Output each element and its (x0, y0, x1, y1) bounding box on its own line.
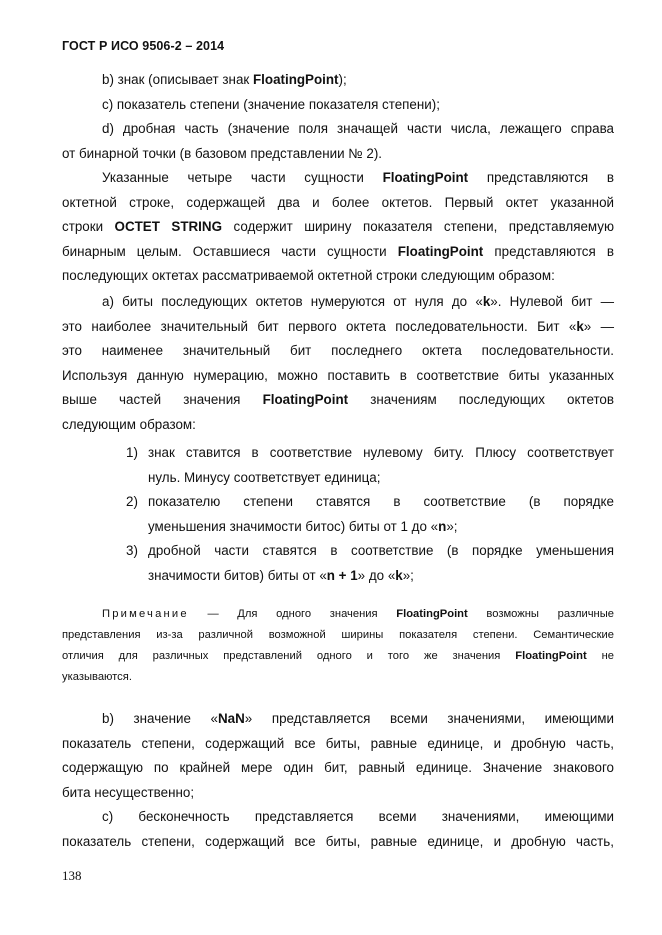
item-a-line5: выше частей значения FloatingPoint значениям последующих октетов (62, 392, 614, 407)
sublist-item-exponent: 2) показателю степени ставятся в соответствие (в порядке уменьшения значимости битос) биты от 1 до «n»; (126, 494, 614, 534)
item-b2-line3: содержащую по крайней мере один бит, равный единице. Значение знакового (62, 760, 614, 775)
note-line4: указываются. (62, 671, 132, 683)
note-label: Примечание (102, 608, 189, 620)
item-b2-line4: бита несущественно; (62, 784, 195, 800)
sublist-item-fraction: 3) дробной части ставятся в соответствие (в порядке уменьшения значимости битов) биты от «n + 1» до «k»; (126, 543, 614, 583)
item-a-line6: следующим образом: (62, 416, 196, 432)
document-header: ГОСТ Р ИСО 9506-2 – 2014 (62, 39, 225, 53)
note-line3: отличия для различных представлений одного и того же значения FloatingPoint не (62, 650, 614, 662)
note-line2: представления из-за различной возможной ширины показателя степени. Семантические (62, 629, 614, 641)
item-b2-line1: b) значение «NaN» представляется всеми значениями, имеющими (102, 711, 614, 726)
item-b-sign: b) знак (описывает знак FloatingPoint); (102, 72, 347, 87)
note-line1: Примечание — Для одного значения FloatingPoint возможны различные (102, 608, 615, 620)
item-d-fraction-line2: от бинарной точки (в базовом представлении № 2). (62, 145, 383, 161)
item-c2-line1: c) бесконечность представляется всеми значениями, имеющими (102, 809, 614, 824)
item-c-exponent: c) показатель степени (значение показателя степени); (102, 96, 440, 112)
item-c2-line2: показатель степени, содержащий все биты, равные единице, и дробную часть, (62, 833, 614, 849)
para1-line1: Указанные четыре части сущности FloatingPoint представляются в (102, 170, 614, 185)
note-block (62, 604, 614, 688)
numbered-sublist (102, 441, 614, 588)
item-b2-line2: показатель степени, содержащий все биты, равные единице, и дробную часть, (62, 735, 614, 751)
item-a-bit-numbering (62, 290, 614, 437)
sublist-item-sign: 1) знак ставится в соответствие нулевому биту. Плюсу соответствует нуль. Минусу соответствует единица; (126, 445, 614, 485)
item-c-infinity (62, 805, 614, 854)
item-d-fraction-line1: d) дробная часть (значение поля значащей части числа, лежащего справа (102, 121, 614, 136)
item-a-line1: a) биты последующих октетов нумеруются от нуля до «k». Нулевой бит — (102, 294, 614, 309)
para1-line5: последующих октетах рассматриваемой октетной строки следующим образом: (62, 268, 555, 283)
page-number: 138 (62, 868, 82, 883)
paragraph-floatingpoint-parts (62, 166, 614, 289)
item-a-line2: это наиболее значительный бит первого октета последовательности. Бит «k» — (62, 318, 614, 334)
item-b-nan (62, 707, 614, 805)
item-a-line4: Используя данную нумерацию, можно поставить в соответствие биты указанных (62, 367, 614, 383)
item-a-line3: это наименее значительный бит последнего октета последовательности. (62, 343, 614, 358)
items-bcd (62, 68, 614, 166)
para1-line2: октетной строке, содержащей два и более октетов. Первый октет указанной (62, 194, 614, 210)
para1-line3: строки OCTET STRING содержит ширину показателя степени, представляемую (62, 219, 615, 234)
para1-line4: бинарным целым. Оставшиеся части сущности FloatingPoint представляются в (62, 243, 614, 259)
